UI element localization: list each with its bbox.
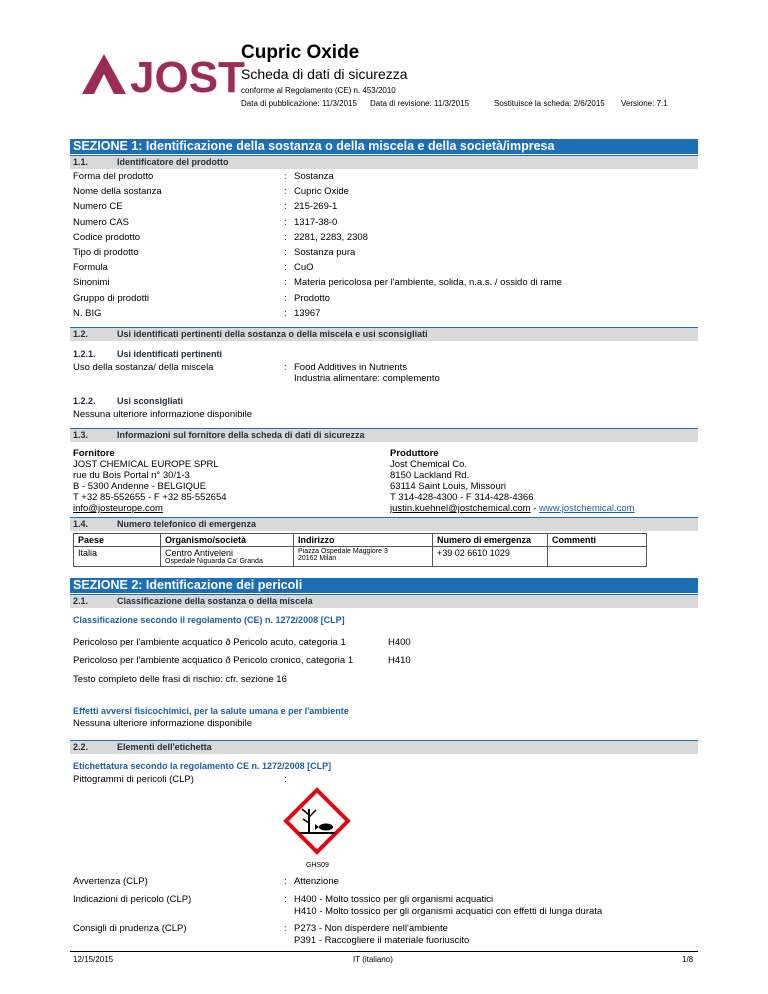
- classification-1-code: H400: [388, 637, 411, 648]
- subsection-label: Identificatore del prodotto: [117, 157, 229, 167]
- conformity-note: conforme al Regolamento (CE) n. 453/2010: [241, 86, 396, 95]
- footer-page-number: 1/8: [682, 955, 694, 964]
- column-header: Indirizzo: [294, 534, 433, 547]
- organisation-name: Centro Antiveleni: [165, 548, 234, 558]
- replaces-date: Sostituisce la scheda: 2/6/2015: [494, 99, 605, 108]
- subsection-label: Elementi dell'etichetta: [117, 742, 212, 752]
- precautionary-label: Consigli di prudenza (CLP): [73, 923, 187, 934]
- link-separator: -: [530, 503, 540, 514]
- identifier-label: N. BIG: [73, 308, 102, 319]
- hazard-statement: H400 - Molto tossico per gli organismi acquatici: [294, 894, 494, 905]
- subsection-number: 1.2.1.: [73, 349, 96, 359]
- subsection-number: 1.3.: [73, 430, 89, 440]
- producer-email-link[interactable]: justin.kuehnel@jostchemical.com: [390, 503, 531, 514]
- label-heading: Etichettatura secondo la regolamento CE n. 1272/2008 [CLP]: [73, 761, 332, 771]
- classification-1: Pericoloso per l'ambiente acquatico ð Pericolo acuto, categoria 1: [73, 637, 346, 648]
- subsection-label: Usi identificati pertinenti della sostanza o della miscela e usi sconsigliati: [117, 329, 428, 339]
- identifier-value: Sostanza: [294, 171, 334, 182]
- identifier-label: Sinonimi: [73, 277, 110, 288]
- organisation-sub: Ospedale Niguarda Ca' Granda: [165, 558, 263, 565]
- colon: :: [284, 308, 287, 319]
- subsection-1-2-1: [73, 349, 223, 359]
- subsection-number: 2.1.: [73, 596, 89, 606]
- identifier-value: Materia pericolosa per l'ambiente, solida, n.a.s. / ossido di rame: [294, 277, 562, 288]
- producer-line: 63114 Saint Louis, Missouri: [390, 481, 506, 492]
- logo-text: JOST: [130, 53, 245, 102]
- emergency-table: [73, 533, 647, 567]
- identifier-value: 1317-38-0: [294, 217, 338, 228]
- column-header: Commenti: [548, 534, 647, 547]
- address-cell: [294, 547, 433, 567]
- effects-text: Nessuna ulteriore informazione disponibile: [73, 718, 253, 729]
- emergency-number-cell: +39 02 6610 1029: [433, 547, 548, 567]
- identifier-label: Gruppo di prodotti: [73, 293, 150, 304]
- colon: :: [284, 277, 287, 288]
- use-value-1: Food Additives in Nutrients: [294, 362, 408, 373]
- hazard-statements-label: Indicazioni di pericolo (CLP): [73, 894, 192, 905]
- identifier-value: 215-269-1: [294, 201, 338, 212]
- identifier-value: 2281, 2283, 2308: [294, 232, 368, 243]
- subsection-label: Numero telefonico di emergenza: [117, 519, 257, 529]
- use-label: Uso della sostanza/ della miscela: [73, 362, 214, 373]
- no-info-text: Nessuna ulteriore informazione disponibile: [73, 409, 253, 420]
- ghs09-environment-icon: [283, 787, 351, 855]
- subsection-1-2: [70, 327, 698, 341]
- subsection-label: Classificazione della sostanza o della miscela: [117, 596, 313, 606]
- colon: :: [284, 876, 287, 887]
- address-line: 20162 Milan: [298, 555, 337, 562]
- signal-word-value: Attenzione: [294, 876, 339, 887]
- country-cell: Italia: [74, 547, 161, 567]
- identifier-label: Tipo di prodotto: [73, 247, 139, 258]
- producer-line: Jost Chemical Co.: [390, 459, 468, 470]
- colon: :: [284, 293, 287, 304]
- identifier-value: 13967: [294, 308, 321, 319]
- document-title: Cupric Oxide: [241, 42, 360, 63]
- revision-date: Data di revisione: 11/3/2015: [370, 99, 470, 108]
- identifier-label: Codice prodotto: [73, 232, 141, 243]
- colon: :: [284, 201, 287, 212]
- subsection-number: 1.2.: [73, 329, 89, 339]
- precautionary-statement: P391 - Raccogliere il materiale fuoriuscito: [294, 935, 470, 946]
- identifier-label: Numero CAS: [73, 217, 129, 228]
- ghs-code: GHS09: [306, 862, 329, 869]
- subsection-number: 1.1.: [73, 157, 89, 167]
- supplier-line: rue du Bois Portal n° 30/1-3: [73, 470, 190, 481]
- producer-line: T 314-428-4300 - F 314-428-4366: [390, 492, 534, 503]
- identifier-value: Cupric Oxide: [294, 186, 349, 197]
- section-2-title: SEZIONE 2: Identificazione dei pericoli: [70, 578, 698, 593]
- hazard-statement: H410 - Molto tossico per gli organismi acquatici con effetti di lunga durata: [294, 906, 603, 917]
- producer-block: [390, 448, 635, 514]
- identifier-label: Nome della sostanza: [73, 186, 162, 197]
- subsection-1-2-2: [73, 396, 184, 406]
- subsection-2-2: [70, 740, 698, 754]
- colon: :: [284, 186, 287, 197]
- subsection-number: 1.4.: [73, 519, 89, 529]
- colon: :: [284, 232, 287, 243]
- jost-logo: [80, 48, 245, 102]
- organisation-cell: [161, 547, 294, 567]
- subsection-label: Usi identificati pertinenti: [117, 349, 223, 359]
- supplier-heading: Fornitore: [73, 448, 115, 459]
- classification-2: Pericoloso per l'ambiente acquatico ð Pericolo cronico, categoria 1: [73, 655, 354, 666]
- subsection-label: Usi sconsigliati: [117, 396, 184, 406]
- identifier-value: CuO: [294, 262, 314, 273]
- identifier-label: Forma del prodotto: [73, 171, 154, 182]
- table-row: [74, 547, 647, 567]
- colon: :: [284, 774, 287, 785]
- colon: :: [284, 171, 287, 182]
- clp-heading: Classificazione secondo il regolamento (CE) n. 1272/2008 [CLP]: [73, 615, 345, 625]
- supplier-line: JOST CHEMICAL EUROPE SPRL: [73, 459, 219, 470]
- colon: :: [284, 262, 287, 273]
- supplier-line: B - 5300 Andenne - BELGIQUE: [73, 481, 207, 492]
- supplier-email-link[interactable]: info@josteurope.com: [73, 503, 163, 514]
- classification-2-code: H410: [388, 655, 411, 666]
- address-line: Piazza Ospedale Maggiore 3: [298, 548, 388, 555]
- colon: :: [284, 217, 287, 228]
- subsection-1-4: [70, 517, 698, 531]
- column-header: Organismo/società: [161, 534, 294, 547]
- section-1-title: SEZIONE 1: Identificazione della sostanza o della miscela e della società/impresa: [70, 139, 698, 154]
- subsection-number: 2.2.: [73, 742, 89, 752]
- producer-website-link[interactable]: www.jostchemical.com: [539, 503, 635, 514]
- use-value-2: Industria alimentare: complemento: [294, 373, 440, 384]
- supplier-block: [73, 448, 227, 514]
- footer-date: 12/15/2015: [73, 955, 114, 964]
- version: Versione: 7.1: [621, 99, 668, 108]
- publication-date: Data di pubblicazione: 11/3/2015: [241, 99, 357, 108]
- precautionary-statement: P273 - Non disperdere nell'ambiente: [294, 923, 448, 934]
- column-header: Numero di emergenza: [433, 534, 548, 547]
- colon: :: [284, 923, 287, 934]
- signal-word-label: Avvertenza (CLP): [73, 876, 148, 887]
- subsection-1-3: [70, 428, 698, 442]
- colon: :: [284, 362, 287, 373]
- colon: :: [284, 894, 287, 905]
- footer-divider: [70, 951, 698, 952]
- producer-heading: Produttore: [390, 448, 439, 459]
- identifier-value: Sostanza pura: [294, 247, 356, 258]
- colon: :: [284, 247, 287, 258]
- supplier-line: T +32 85-552655 - F +32 85-552654: [73, 492, 227, 503]
- identifier-value: Prodotto: [294, 293, 330, 304]
- column-header: Paese: [74, 534, 161, 547]
- subsection-2-1: [70, 594, 698, 608]
- subsection-1-1: [70, 155, 698, 169]
- identifier-label: Numero CE: [73, 201, 123, 212]
- footer-language: IT (italiano): [353, 955, 393, 964]
- subsection-number: 1.2.2.: [73, 396, 96, 406]
- producer-line: 8150 Lackland Rd.: [390, 470, 470, 481]
- subsection-label: Informazioni sul fornitore della scheda di dati di sicurezza: [117, 430, 365, 440]
- table-header-row: [74, 534, 647, 547]
- pictograms-label: Pittogrammi di pericoli (CLP): [73, 774, 194, 785]
- document-subtitle: Scheda di dati di sicurezza: [241, 66, 408, 82]
- comments-cell: [548, 547, 647, 567]
- identifier-label: Formula: [73, 262, 108, 273]
- full-text-note: Testo completo delle frasi di rischio: cfr. sezione 16: [73, 674, 287, 685]
- effects-heading: Effetti avversi fisicochimici, per la salute umana e per l'ambiente: [73, 706, 349, 716]
